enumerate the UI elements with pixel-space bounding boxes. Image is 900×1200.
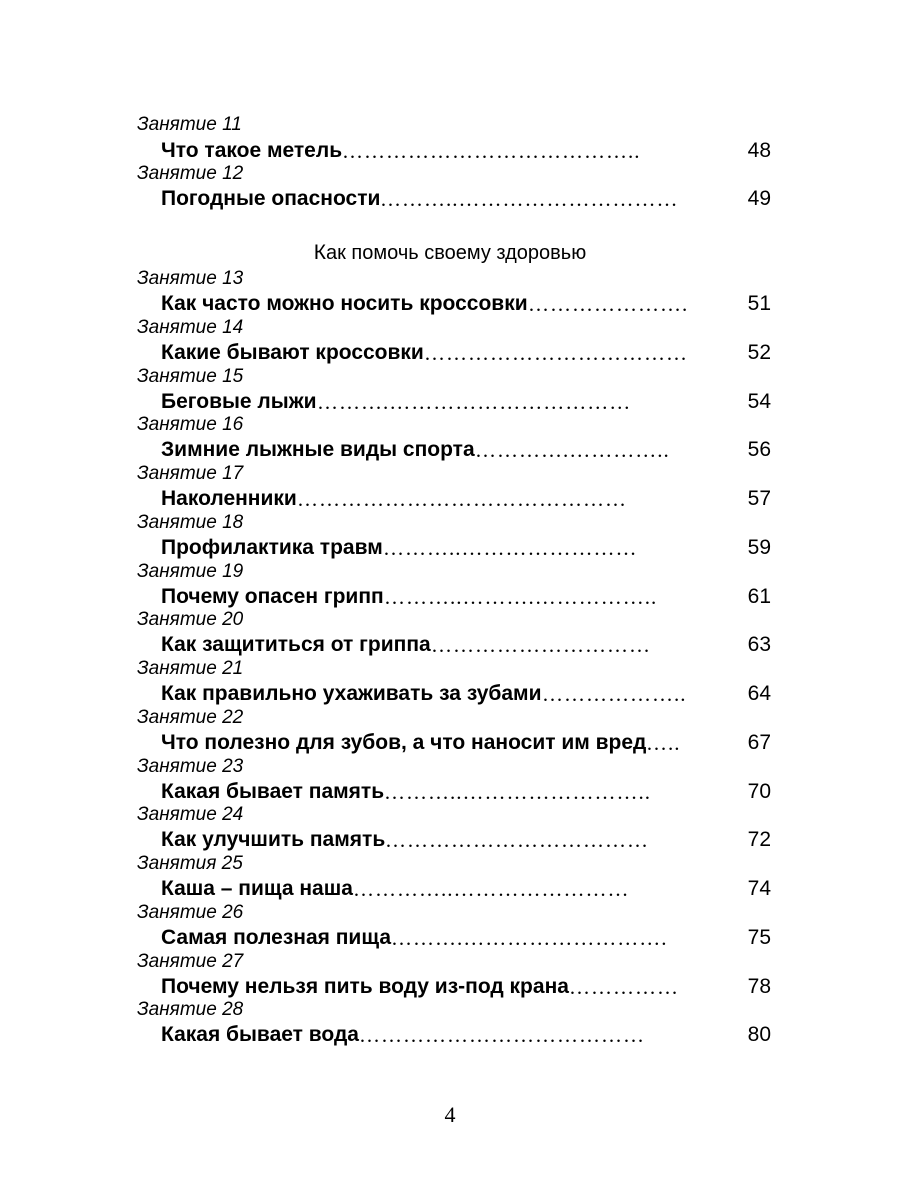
dot-leader: ……………	[569, 975, 679, 999]
entry-title: Каша – пища наша	[161, 874, 353, 904]
toc-entry	[161, 484, 771, 514]
dot-leader: ………..……………………..	[384, 780, 651, 804]
dot-leader: …………………………	[431, 633, 651, 657]
toc-entry	[161, 136, 771, 166]
lesson-label: Занятие 15	[137, 366, 244, 387]
toc-entry	[161, 338, 771, 368]
toc-entry	[161, 184, 771, 214]
entry-title: Профилактика травм	[161, 533, 383, 563]
entry-title: Как защититься от гриппа	[161, 630, 431, 660]
lesson-label: Занятие 21	[137, 658, 244, 679]
lesson-label: Занятие 26	[137, 902, 244, 923]
toc-entry	[161, 679, 771, 709]
dot-leader: ………..……….……………..	[384, 585, 658, 609]
toc-entry	[161, 1020, 771, 1050]
entry-page-number: 57	[747, 487, 771, 510]
toc-entry	[161, 777, 771, 807]
dot-leader: ………………….	[528, 292, 689, 316]
section-heading: Как помочь своему здоровью	[313, 241, 587, 264]
dot-leader: ……….……………………….	[391, 926, 668, 950]
toc-entry	[161, 972, 771, 1002]
lesson-label: Занятие 24	[137, 804, 244, 825]
entry-page-number: 75	[747, 926, 771, 949]
entry-page-number: 54	[747, 390, 771, 413]
lesson-label: Занятие 27	[137, 951, 244, 972]
entry-page-number: 52	[747, 341, 771, 364]
entry-title: Наколенники	[161, 484, 297, 514]
entry-page-number: 56	[747, 438, 771, 461]
lesson-label: Занятие 28	[137, 999, 244, 1020]
entry-page-number: 49	[747, 187, 771, 210]
entry-title: Какие бывают кроссовки	[161, 338, 424, 368]
toc-entry	[161, 289, 771, 319]
entry-page-number: 72	[747, 828, 771, 851]
dot-leader: ………………………………	[385, 828, 649, 852]
entry-page-number: 61	[747, 585, 771, 608]
lesson-label: Занятие 23	[137, 756, 244, 777]
toc-entry	[161, 923, 771, 953]
entry-page-number: 80	[747, 1023, 771, 1046]
page-number: 4	[444, 1102, 456, 1127]
toc-entry	[161, 825, 771, 855]
lesson-label: Занятие 20	[137, 609, 244, 630]
entry-page-number: 70	[747, 780, 771, 803]
dot-leader: ……….……………………………	[317, 390, 632, 414]
dot-leader: ………….…………..	[475, 438, 670, 462]
toc-entry	[161, 387, 771, 417]
dot-leader: …..	[646, 731, 681, 755]
entry-title: Что такое метель	[161, 136, 342, 166]
toc-entry	[161, 874, 771, 904]
lesson-label: Занятия 25	[137, 853, 243, 874]
toc-entry	[161, 582, 771, 612]
entry-title: Самая полезная пища	[161, 923, 391, 953]
entry-page-number: 74	[747, 877, 771, 900]
lesson-label: Занятие 17	[137, 463, 244, 484]
entry-title: Погодные опасности	[161, 184, 380, 214]
lesson-label: Занятие 16	[137, 414, 244, 435]
dot-leader: ………..……………………	[383, 536, 638, 560]
entry-title: Какая бывает вода	[161, 1020, 359, 1050]
entry-title: Как улучшить память	[161, 825, 385, 855]
entry-page-number: 59	[747, 536, 771, 559]
entry-title: Что полезно для зубов, а что наносит им вред	[161, 728, 646, 758]
entry-page-number: 78	[747, 975, 771, 998]
entry-title: Как часто можно носить кроссовки	[161, 289, 528, 319]
toc-entry	[161, 435, 771, 465]
dot-leader: ………………………………	[424, 341, 688, 365]
toc-entry	[161, 630, 771, 660]
entry-page-number: 51	[747, 292, 771, 315]
entry-page-number: 64	[747, 682, 771, 705]
dot-leader: ………………..	[542, 682, 687, 706]
entry-title: Беговые лыжи	[161, 387, 317, 417]
dot-leader: ………..…………………………	[380, 187, 679, 211]
lesson-label: Занятие 13	[137, 268, 244, 289]
lesson-label: Занятие 12	[137, 163, 244, 184]
dot-leader: ………………………………………	[297, 487, 627, 511]
lesson-label: Занятие 18	[137, 512, 244, 533]
lesson-label: Занятие 22	[137, 707, 244, 728]
entry-page-number: 67	[747, 731, 771, 754]
dot-leader: …………..……………………	[353, 877, 630, 901]
toc-entry	[161, 728, 771, 758]
lesson-label: Занятие 11	[137, 114, 242, 135]
entry-page-number: 48	[747, 139, 771, 162]
entry-title: Почему опасен грипп	[161, 582, 384, 612]
lesson-label: Занятие 14	[137, 317, 244, 338]
dot-leader: …………………………………	[359, 1023, 645, 1047]
entry-title: Почему нельзя пить воду из-под крана	[161, 972, 569, 1002]
entry-title: Как правильно ухаживать за зубами	[161, 679, 542, 709]
lesson-label: Занятие 19	[137, 561, 244, 582]
entry-page-number: 63	[747, 633, 771, 656]
dot-leader: …………………………………..	[342, 139, 641, 163]
entry-title: Зимние лыжные виды спорта	[161, 435, 475, 465]
entry-title: Какая бывает память	[161, 777, 384, 807]
toc-entry	[161, 533, 771, 563]
